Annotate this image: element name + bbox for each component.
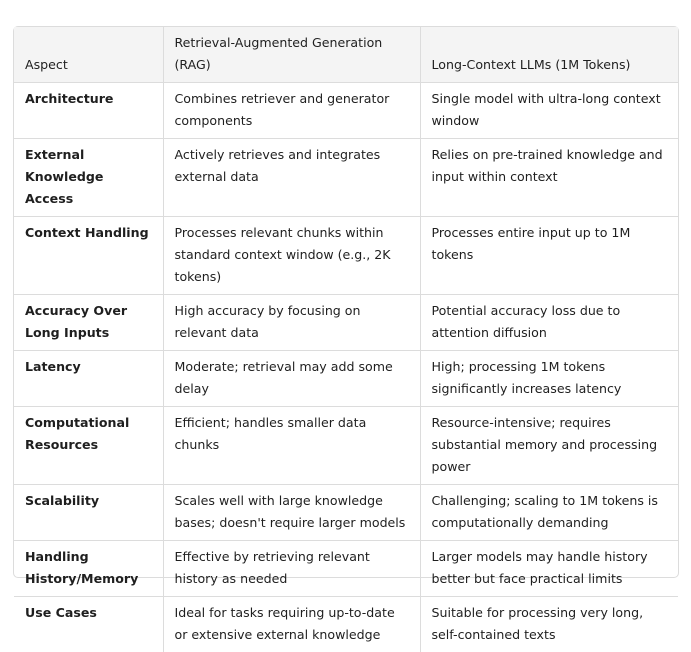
cell-long-context: High; processing 1M tokens significantly increases latency [420,351,678,407]
header-rag: Retrieval-Augmented Generation (RAG) [163,27,420,83]
table-row [14,407,678,485]
cell-aspect: Accuracy Over Long Inputs [14,295,163,351]
cell-rag: Efficient; handles smaller data chunks [163,407,420,485]
cell-aspect: Architecture [14,83,163,139]
table-row [14,295,678,351]
table-row [14,351,678,407]
table-row [14,139,678,217]
header-long-context: Long-Context LLMs (1M Tokens) [420,27,678,83]
table-row [14,485,678,541]
cell-long-context: Suitable for processing very long, self-contained texts [420,597,678,652]
table-row [14,83,678,139]
cell-long-context: Larger models may handle history better but face practical limits [420,541,678,597]
table-row [14,541,678,597]
table-body [14,83,678,652]
cell-rag: Scales well with large knowledge bases; doesn't require larger models [163,485,420,541]
cell-aspect: Use Cases [14,597,163,652]
cell-long-context: Challenging; scaling to 1M tokens is computationally demanding [420,485,678,541]
cell-long-context: Processes entire input up to 1M tokens [420,217,678,295]
cell-long-context: Potential accuracy loss due to attention diffusion [420,295,678,351]
table-row [14,217,678,295]
cell-rag: Combines retriever and generator components [163,83,420,139]
cell-rag: Moderate; retrieval may add some delay [163,351,420,407]
table-header [14,27,678,83]
cell-aspect: Scalability [14,485,163,541]
header-aspect: Aspect [14,27,163,83]
cell-rag: Ideal for tasks requiring up-to-date or extensive external knowledge [163,597,420,652]
cell-long-context: Single model with ultra-long context window [420,83,678,139]
cell-aspect: Handling History/Memory [14,541,163,597]
cell-long-context: Resource-intensive; requires substantial memory and processing power [420,407,678,485]
cell-rag: Effective by retrieving relevant history as needed [163,541,420,597]
cell-rag: Processes relevant chunks within standard context window (e.g., 2K tokens) [163,217,420,295]
cell-rag: Actively retrieves and integrates external data [163,139,420,217]
cell-aspect: Computational Resources [14,407,163,485]
cell-aspect: Latency [14,351,163,407]
cell-aspect: Context Handling [14,217,163,295]
header-row [14,27,678,83]
table-row [14,597,678,652]
comparison-table-container [13,26,679,578]
cell-aspect: External Knowledge Access [14,139,163,217]
cell-rag: High accuracy by focusing on relevant data [163,295,420,351]
comparison-table [14,27,678,652]
cell-long-context: Relies on pre-trained knowledge and input within context [420,139,678,217]
